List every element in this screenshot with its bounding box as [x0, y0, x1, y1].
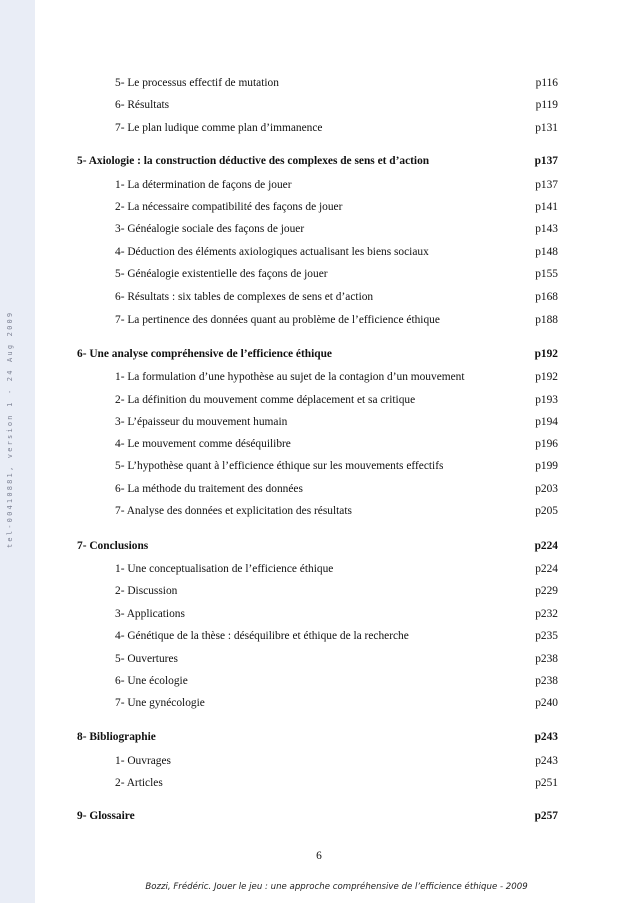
toc-entry-title: 4- Génétique de la thèse : déséquilibre et éthique de la recherche — [115, 630, 409, 642]
toc-subsection-row — [0, 673, 638, 689]
toc-subsection-row — [0, 503, 638, 519]
toc-entry-title: 4- Le mouvement comme déséquilibre — [115, 438, 291, 450]
toc-subsection-row — [0, 458, 638, 474]
toc-entry-title: 7- Le plan ludique comme plan d’immanence — [115, 122, 323, 134]
toc-entry-title: 7- La pertinence des données quant au problème de l’efficience éthique — [115, 314, 440, 326]
toc-entry-title: 3- Généalogie sociale des façons de jouer — [115, 223, 305, 235]
toc-subsection-row — [0, 753, 638, 769]
toc-entry-page: p116 — [535, 77, 558, 89]
toc-entry-page: p199 — [535, 460, 558, 472]
toc-subsection-row — [0, 481, 638, 497]
toc-subsection-row — [0, 436, 638, 452]
archive-stamp: tel-00410881, version 1 - 24 Aug 2009 — [6, 310, 14, 548]
toc-subsection-row — [0, 369, 638, 385]
toc-subsection-row — [0, 75, 638, 91]
toc-subsection-row — [0, 775, 638, 791]
toc-entry-title: 1- La formulation d’une hypothèse au sujet de la contagion d’un mouvement — [115, 371, 465, 383]
page-number: 6 — [316, 850, 322, 862]
toc-entry-title: 6- Résultats : six tables de complexes de sens et d’action — [115, 291, 374, 303]
toc-entry-page: p155 — [535, 268, 558, 280]
toc-entry-title: 8- Bibliographie — [77, 731, 156, 743]
toc-subsection-row — [0, 312, 638, 328]
toc-subsection-row — [0, 606, 638, 622]
toc-entry-page: p243 — [535, 755, 558, 767]
toc-entry-page: p119 — [535, 99, 558, 111]
toc-entry-title: 2- Articles — [115, 777, 163, 789]
toc-entry-page: p148 — [535, 246, 558, 258]
toc-entry-page: p137 — [535, 179, 558, 191]
toc-entry-page: p168 — [535, 291, 558, 303]
toc-section-row — [0, 153, 638, 169]
toc-entry-page: p224 — [535, 563, 558, 575]
toc-entry-title: 7- Analyse des données et explicitation des résultats — [115, 505, 352, 517]
toc-entry-title: 5- Généalogie existentielle des façons de jouer — [115, 268, 328, 280]
toc-entry-page: p257 — [534, 810, 558, 822]
toc-entry-page: p143 — [535, 223, 558, 235]
toc-subsection-row — [0, 628, 638, 644]
toc-entry-page: p238 — [535, 675, 558, 687]
toc-entry-page: p137 — [534, 155, 558, 167]
toc-entry-title: 1- Une conceptualisation de l’efficience éthique — [115, 563, 334, 575]
toc-entry-page: p141 — [535, 201, 558, 213]
toc-subsection-row — [0, 392, 638, 408]
toc-entry-title: 2- La nécessaire compatibilité des façons de jouer — [115, 201, 343, 213]
toc-entry-title: 5- Ouvertures — [115, 653, 178, 665]
toc-entry-title: 5- Axiologie : la construction déductive des complexes de sens et d’action — [77, 155, 430, 167]
toc-entry-page: p131 — [535, 122, 558, 134]
toc-entry-title: 6- Une analyse compréhensive de l’efficience éthique — [77, 348, 332, 360]
toc-section-row — [0, 346, 638, 362]
toc-entry-title: 2- La définition du mouvement comme déplacement et sa critique — [115, 394, 416, 406]
toc-section-row — [0, 729, 638, 745]
toc-entry-title: 5- Le processus effectif de mutation — [115, 77, 279, 89]
toc-subsection-row — [0, 221, 638, 237]
toc-entry-title: 5- L’hypothèse quant à l’efficience éthique sur les mouvements effectifs — [115, 460, 444, 472]
toc-entry-title: 6- La méthode du traitement des données — [115, 483, 303, 495]
toc-subsection-row — [0, 199, 638, 215]
toc-entry-title: 3- L’épaisseur du mouvement humain — [115, 416, 288, 428]
toc-entry-page: p192 — [535, 371, 558, 383]
toc-subsection-row — [0, 289, 638, 305]
toc-entry-page: p240 — [535, 697, 558, 709]
toc-entry-page: p203 — [535, 483, 558, 495]
toc-entry-title: 2- Discussion — [115, 585, 178, 597]
toc-section-row — [0, 538, 638, 554]
toc-entry-title: 1- La détermination de façons de jouer — [115, 179, 292, 191]
toc-section-row — [0, 808, 638, 824]
toc-subsection-row — [0, 177, 638, 193]
toc-entry-page: p243 — [534, 731, 558, 743]
toc-subsection-row — [0, 414, 638, 430]
toc-subsection-row — [0, 561, 638, 577]
toc-entry-title: 7- Conclusions — [77, 540, 149, 552]
toc-entry-page: p251 — [535, 777, 558, 789]
toc-entry-title: 3- Applications — [115, 608, 185, 620]
toc-subsection-row — [0, 97, 638, 113]
toc-entry-page: p229 — [535, 585, 558, 597]
toc-subsection-row — [0, 244, 638, 260]
toc-entry-page: p232 — [535, 608, 558, 620]
toc-entry-title: 6- Une écologie — [115, 675, 188, 687]
toc-entry-title: 7- Une gynécologie — [115, 697, 205, 709]
toc-entry-title: 6- Résultats — [115, 99, 170, 111]
page-footer: Bozzi, Frédéric. Jouer le jeu : une approche compréhensive de l’efficience éthique - 2009 — [145, 882, 528, 892]
toc-subsection-row — [0, 266, 638, 282]
toc-subsection-row — [0, 695, 638, 711]
toc-entry-page: p194 — [535, 416, 558, 428]
toc-entry-page: p192 — [534, 348, 558, 360]
toc-entry-page: p238 — [535, 653, 558, 665]
toc-entry-page: p205 — [535, 505, 558, 517]
toc-entry-title: 9- Glossaire — [77, 810, 135, 822]
toc-entry-title: 1- Ouvrages — [115, 755, 171, 767]
toc-subsection-row — [0, 651, 638, 667]
toc-subsection-row — [0, 583, 638, 599]
toc-entry-page: p224 — [534, 540, 558, 552]
toc-entry-page: p188 — [535, 314, 558, 326]
toc-entry-page: p193 — [535, 394, 558, 406]
toc-entry-page: p235 — [535, 630, 558, 642]
toc-entry-title: 4- Déduction des éléments axiologiques actualisant les biens sociaux — [115, 246, 429, 258]
toc-subsection-row — [0, 120, 638, 136]
toc-entry-page: p196 — [535, 438, 558, 450]
